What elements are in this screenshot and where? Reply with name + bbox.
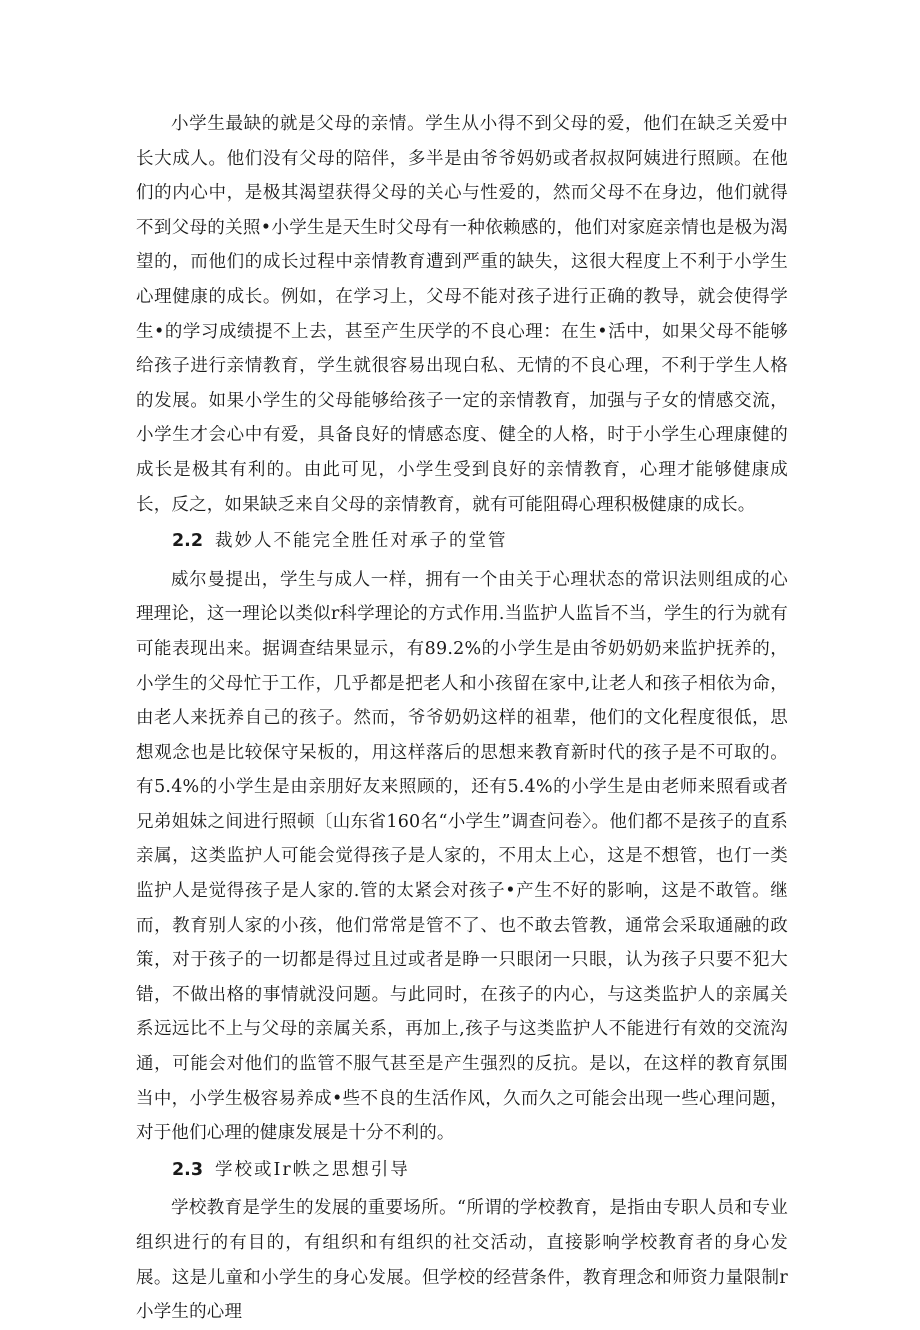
section-number: 2.2 [172,531,204,552]
section-title: 学校或Ir帙之思想引导 [215,1159,410,1180]
paragraph-school-education: 学校教育是学生的发展的重要场所。“所谓的学校教育，是指由专职人员和专业组织进行的有目的，有组织和有组织的社交活动，直接影响学校教育者的身心发展。这是儿童和小学生的身心发展。但学校的经营条件，教育理念和师资力量限制r小学生的心理 [136,1198,788,1323]
document-page [136,107,788,1330]
paragraph-family-affection: 小学生最缺的就是父母的亲情。学生从小得不到父母的爱，他们在缺乏关爱中长大成人。他们没有父母的陪伴，多半是由爷爷妈奶或者叔叔阿姨进行照顾。在他们的内心中，是极其渴望获得父母的关心与性爱的，然而父母不在身边，他们就得不到父母的关照•小学生是天生时父母有一种依赖感的，他们对家庭亲情也是极为渴望的，而他们的成长过程中亲情教育遭到严重的缺失，这很大程度上不利于小学生心理健康的成长。例如，在学习上，父母不能对孩子进行正确的教导，就会使得学生•的学习成绩提不上去，甚至产生厌学的不良心理：在生•活中，如果父母不能够给孩子进行亲情教育，学生就很容易出现白私、无情的不良心理，不利于学生人格的发展。如果小学生的父母能够给孩子一定的亲情教育，加强与子女的情感交流，小学生才会心中有爱，具备良好的情感态度、健全的人格，时于小学生心理康健的成长是极其有利的。由此可见，小学生受到良好的亲情教育，心理才能够健康成长，反之，如果缺乏来自父母的亲情教育，就有可能阻碍心理积极健康的成长。 [136,114,788,515]
paragraph-guardians: 威尔曼提出，学生与成人一样，拥有一个由关于心理状态的常识法则组成的心理理论，这一理论以类似r科学理论的方式作用.当监护人监旨不当，学生的行为就有可能表现出来。据调查结果显示，有89.2%的小学生是由爷奶奶奶来监护抚养的，小学生的父母忙于工作，几乎都是把老人和小孩留在家中,让老人和孩子相依为命，由老人来抚养自己的孩子。然而，爷爷奶奶这样的祖辈，他们的文化程度很低，思想观念也是比较保守呆板的，用这样落后的思想来教育新时代的孩子是不可取的。有5.4%的小学生是由亲朋好友来照顾的，还有5.4%的小学生是由老师来照看或者兄弟姐妹之间进行照顿〔山东省160名“小学生”调查问卷〉。他们都不是孩子的直系亲属，这类监护人可能会觉得孩子是人家的，不用太上心，这是不想管，也仃一类监护人是觉得孩子是人家的.管的太紧会对孩子•产生不好的影响，这是不敢管。继而，教育别人家的小孩，他们常常是管不了、也不敢去管教，通常会采取通融的政策，对于孩子的一切都是得过且过或者是睁一只眼闭一只眼，认为孩子只要不犯大错，不做出格的事情就没问题。与此同时，在孩子的内心，与这类监护人的亲属关系远远比不上与父母的亲属关系，再加上,孩子与这类监护人不能进行有效的交流沟通，可能会对他们的监管不服气甚至是产生强烈的反抗。是以，在这样的教育氛围当中，小学生极容易养成•些不良的生活作风，久而久之可能会出现一些心理问题，对于他们心理的健康发展是十分不利的。 [136,569,788,1144]
section-heading-2-3 [136,1153,788,1188]
section-title: 裁妙人不能完全胜任对承子的堂管 [215,531,508,552]
section-heading-2-2 [136,524,788,559]
section-number: 2.3 [172,1159,204,1180]
